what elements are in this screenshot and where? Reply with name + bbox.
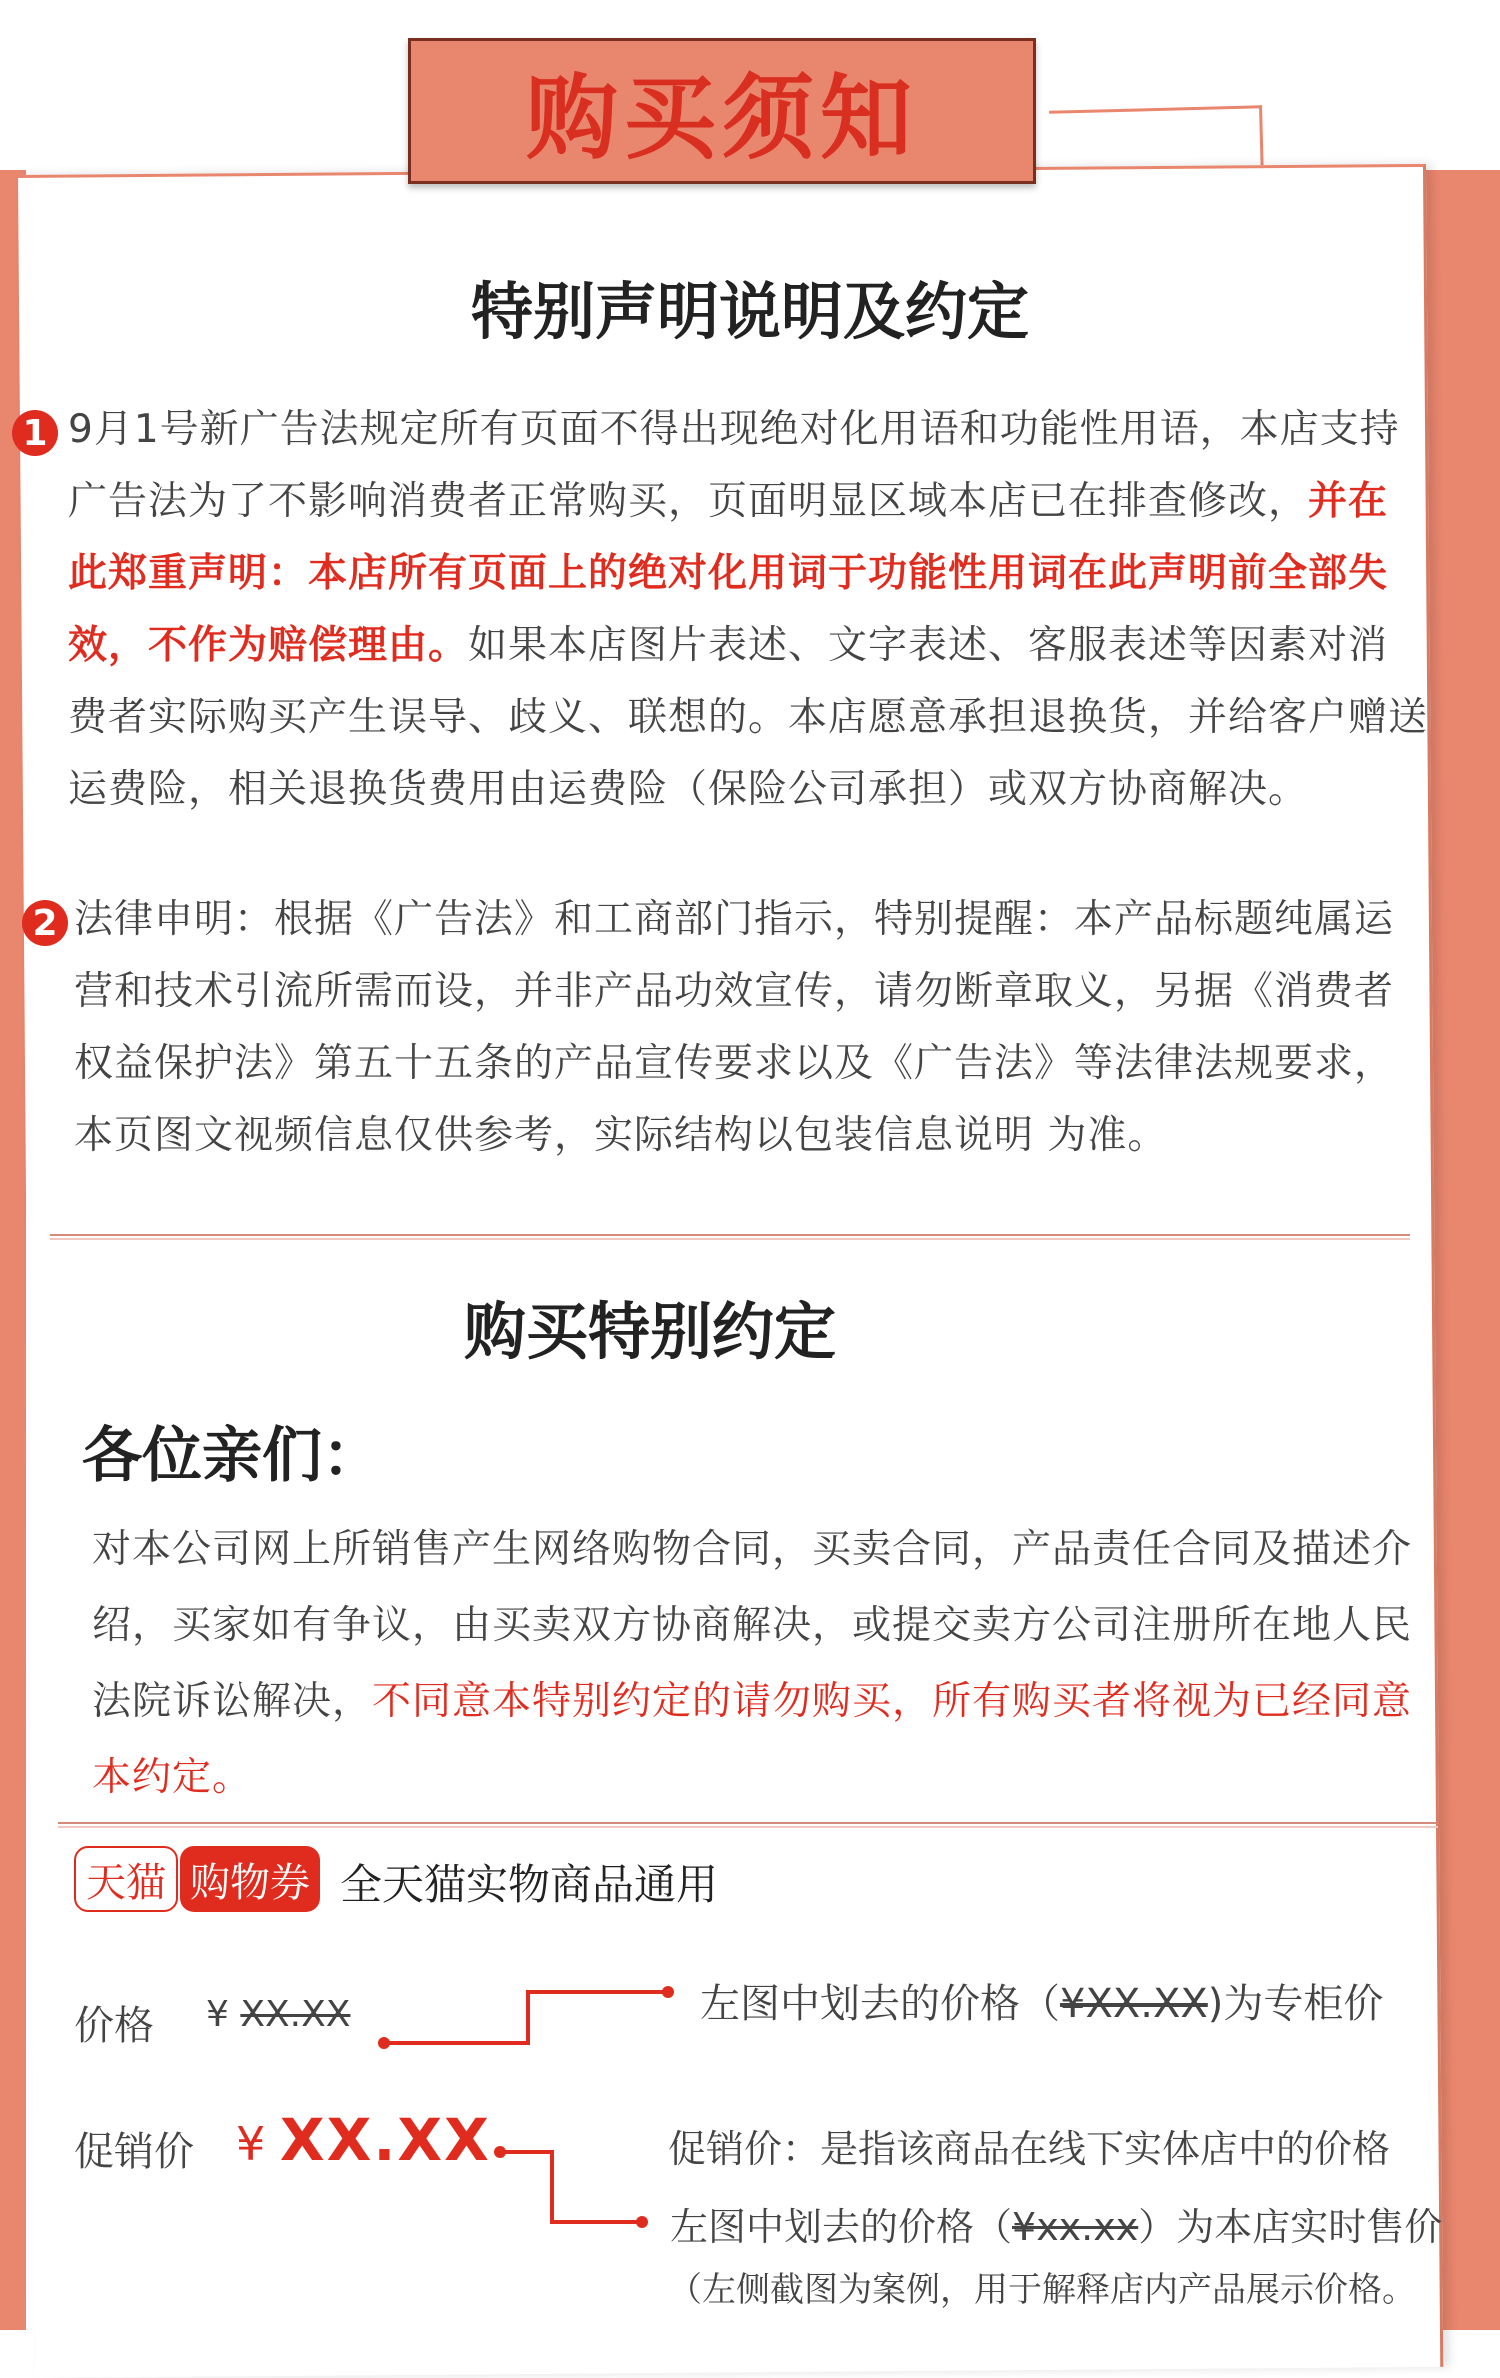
- promo-note-2: [670, 2196, 1442, 2251]
- promo-note-2-a: 左图中划去的价格（: [670, 2205, 1013, 2249]
- price-value: [206, 1994, 350, 2035]
- price-connector-line-v: [526, 1990, 530, 2045]
- promo-note-2-strike: ¥xx.xx: [1012, 2205, 1139, 2249]
- section2-text-red: 不同意本特别约定的请勿购买，所有购买者将视为已经同意本约定。: [92, 1679, 1413, 1800]
- promo-symbol: ¥: [236, 2117, 266, 2171]
- banner-title: 购买须知: [525, 65, 918, 172]
- divider-2: [58, 1822, 1438, 1824]
- greeting: 各位亲们：: [82, 1421, 382, 1491]
- price-symbol: ¥: [206, 1994, 229, 2035]
- section1-title: 特别声明说明及约定: [470, 275, 1029, 348]
- section2-text: [92, 1512, 1432, 1816]
- price-connector-line-h1: [384, 2041, 530, 2045]
- section2-title: 购买特别约定: [463, 1295, 836, 1368]
- item2-number-badge: 2: [22, 900, 68, 946]
- item1-text-a: 9月1号新广告法规定所有页面不得出现绝对化用语和功能性用语，本店支持广告法为了不影响消费者正常购买，页面明显区域本店已在排查修改，: [68, 407, 1400, 524]
- price-connector-dot-end: [662, 1986, 674, 1998]
- price-value-number: XX.XX: [240, 1994, 351, 2035]
- item1-number-badge: 1: [12, 410, 58, 456]
- promo-note-3: （左侧截图为案例，用于解释店内产品展示价格。: [668, 2270, 1416, 2310]
- price-connector-line-h2: [526, 1990, 666, 1994]
- promo-note-2-b: ）为本店实时售价: [1138, 2205, 1443, 2249]
- item1-text-b: 如果本店图片表述、文字表述、客服表述等因素对消费者实际购买产生误导、歧义、联想的。本店愿意承担退换货，并给客户赠送运费险，相关退换货费用由运费险（保险公司承担）或双方协商解决。: [68, 623, 1429, 812]
- section2-text-a: 对本公司网上所销售产生网络购物合同，买卖合同，产品责任合同及描述介绍，买家如有争议，由买卖双方协商解决，或提交卖方公司注册所在地人民法院诉讼解决，: [92, 1527, 1413, 1724]
- item1-text-red: 并在此郑重声明：本店所有页面上的绝对化用词于功能性用词在此声明前全部失效，不作为赔偿理由。: [68, 479, 1389, 668]
- price-label: 价格: [74, 2003, 154, 2049]
- price-note-strike: ¥XX.XX: [1060, 1981, 1208, 2027]
- item2-text: 法律申明：根据《广告法》和工商部门指示，特别提醒：本产品标题纯属运营和技术引流所需而设，并非产品功效宣传，请勿断章取义，另据《消费者权益保护法》第五十五条的产品宣传要求以及《广告法》等法律法规要求，本页图文视频信息仅供参考，实际结构以包装信息说明 为准。: [74, 897, 1395, 1158]
- tmall-tag: 天猫: [74, 1846, 178, 1912]
- promo-label: 促销价: [74, 2129, 194, 2175]
- promo-connector-line-h1: [500, 2150, 552, 2154]
- promo-value-number: XX.XX: [279, 2106, 491, 2174]
- promo-price: [236, 2106, 491, 2174]
- coupon-tag: 购物券: [180, 1846, 320, 1912]
- promo-connector-line-v: [550, 2150, 554, 2224]
- price-note-a: 左图中划去的价格（: [700, 1981, 1060, 2027]
- item1-text: [68, 394, 1428, 826]
- promo-connector-dot-end: [636, 2216, 648, 2228]
- promo-note-1: 促销价：是指该商品在线下实体店中的价格: [668, 2127, 1391, 2171]
- coupon-description: 全天猫实物商品通用: [340, 1860, 719, 1909]
- price-note: [700, 1972, 1383, 2029]
- divider-1: [50, 1234, 1410, 1236]
- price-note-b: )为专柜价: [1207, 1981, 1384, 2027]
- promo-connector-line-h2: [550, 2220, 640, 2224]
